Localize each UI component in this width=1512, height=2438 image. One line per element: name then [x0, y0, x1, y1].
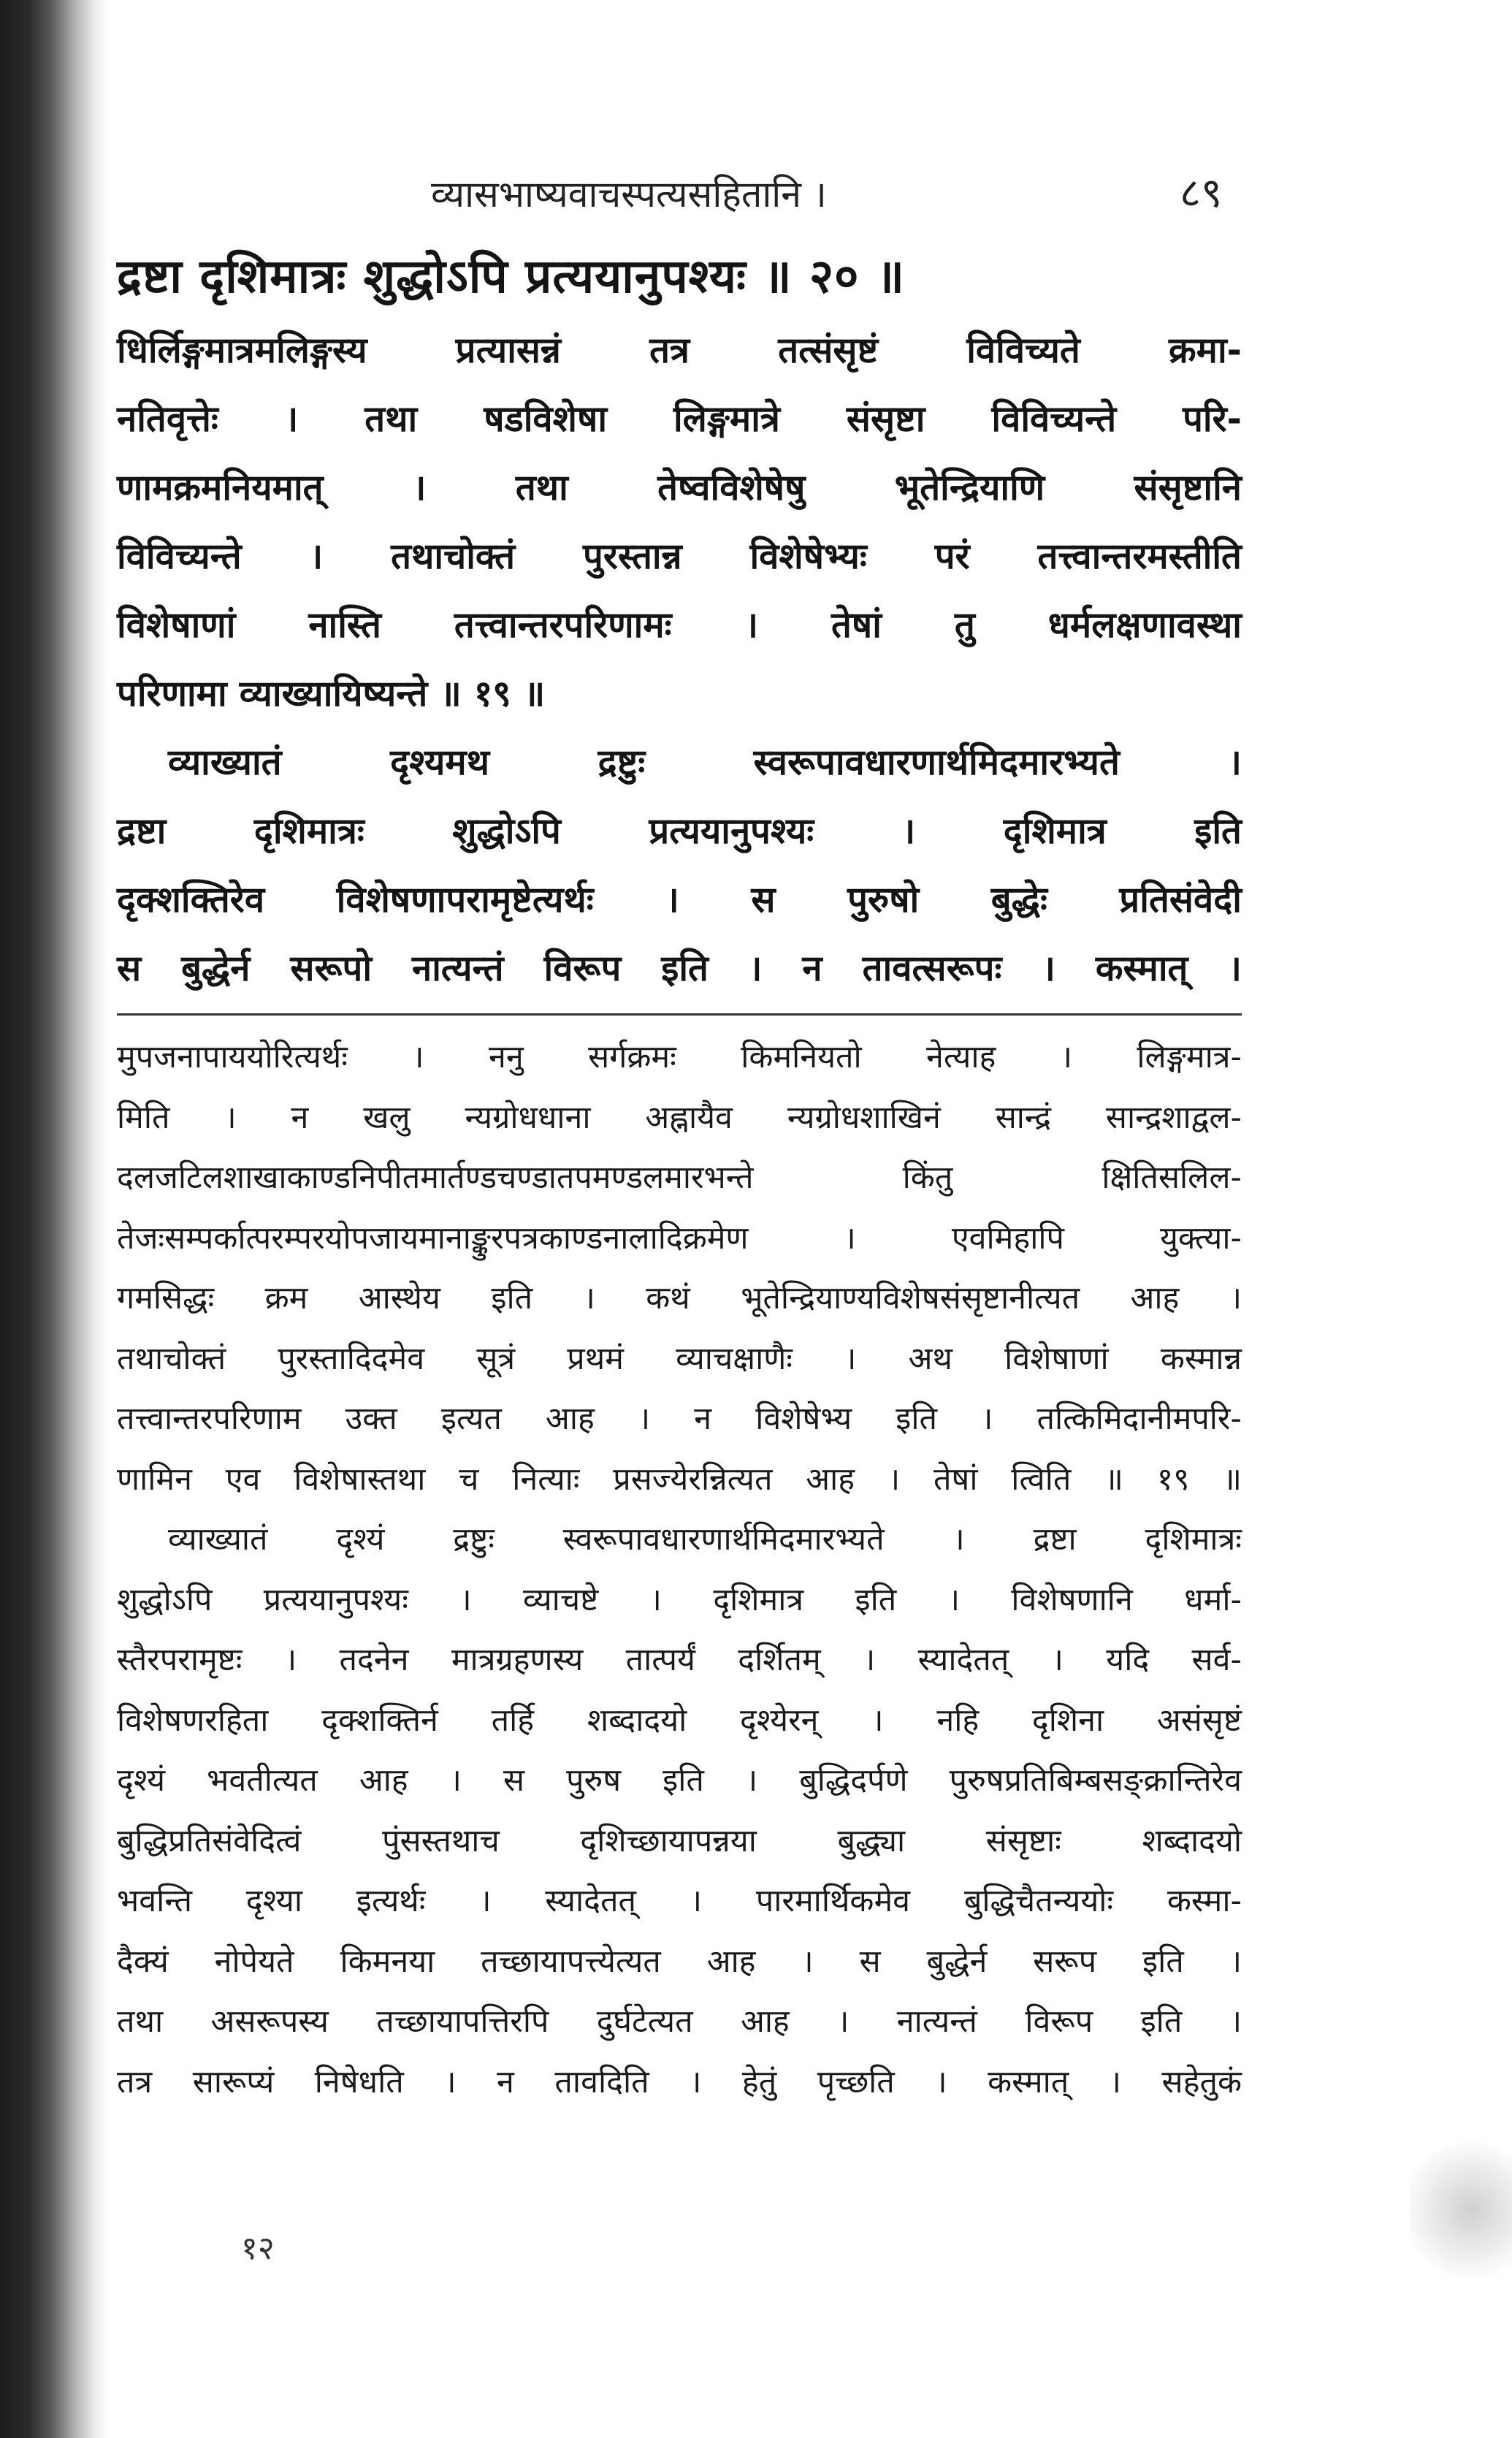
scan-speckle: [1410, 2119, 1512, 2301]
tika-line: दृश्यं भवतीत्यत आह । स पुरुष इति । बुद्धिदर्पणे पुरुषप्रतिबिम्बसङ्क्रान्तिरेव: [117, 1762, 1242, 1799]
bhashya-line: णामक्रमनियमात् । तथा तेष्वविशेषेषु भूतेन्द्रियाणि संसृष्टानि: [117, 467, 1242, 508]
tika-line: दैक्यं नोपेयते किमनया तच्छायापत्त्येत्यत आह । स बुद्धेर्न सरूप इति ।: [117, 1943, 1242, 1980]
tika-commentary: [117, 1027, 1242, 2112]
tika-line: तत्र सारूप्यं निषेधति । न तावदिति । हेतुं पृच्छति । कस्मात् । सहेतुकं: [117, 2063, 1242, 2100]
bhashya-line: व्याख्यातं दृश्यमथ द्रष्टुः स्वरूपावधारणार्थमिदमारभ्यते ।: [168, 742, 1242, 783]
tika-line: गमसिद्धः क्रम आस्थेय इति । कथं भूतेन्द्रियाण्यविशेषसंसृष्टानीत्यत आह ।: [117, 1280, 1242, 1317]
running-title: व्यासभाष्यवाचस्पत्यसहितानि ।: [431, 173, 827, 216]
section-divider: [117, 1013, 1242, 1016]
tika-line: तथा असरूपस्य तच्छायापत्तिरपि दुर्घटेत्यत आह । नात्यन्तं विरूप इति ।: [117, 2003, 1242, 2040]
tika-line: णामिन एव विशेषास्तथा च नित्याः प्रसज्येरन्नित्यत आह । तेषां त्विति ॥ १९ ॥: [117, 1460, 1242, 1498]
tika-line: मिति । न खलु न्यग्रोधधाना अह्नायैव न्यग्रोधशाखिनं सान्द्रं सान्द्रशाद्वल-: [117, 1099, 1242, 1136]
tika-line: बुद्धिप्रतिसंवेदित्वं पुंसस्तथाच दृशिच्छायापन्नया बुद्ध्या संसृष्टाः शब्दादयो: [117, 1822, 1242, 1859]
bhashya-line: स बुद्धेर्न सरूपो नात्यन्तं विरूप इति । न तावत्सरूपः । कस्मात् ।: [117, 948, 1242, 989]
bhashya-line: परिणामा व्याख्यायिष्यन्ते ॥ १९ ॥: [117, 673, 546, 715]
bhashya-line: द्रष्टा दृशिमात्रः शुद्धोऽपि प्रत्ययानुपश्यः । दृशिमात्र इति: [117, 810, 1242, 852]
bhashya-line: विविच्यन्ते । तथाचोक्तं पुरस्तान्न विशेषेभ्यः परं तत्त्वान्तरमस्तीति: [117, 536, 1242, 577]
binding-shadow: [0, 0, 110, 2438]
tika-line: शुद्धोऽपि प्रत्ययानुपश्यः । व्याचष्टे । दृशिमात्र इति । विशेषणानि धर्मा-: [117, 1581, 1242, 1618]
bhashya-line: विशेषाणां नास्ति तत्त्वान्तरपरिणामः । तेषां तु धर्मलक्षणावस्था: [117, 604, 1242, 646]
tika-line: तथाचोक्तं पुरस्तादिदमेव सूत्रं प्रथमं व्याचक्षाणैः । अथ विशेषाणां कस्मान्न: [117, 1340, 1242, 1377]
signature-mark: १२: [241, 2230, 275, 2267]
tika-line: तत्त्वान्तरपरिणाम उक्त इत्यत आह । न विशेषेभ्य इति । तत्किमिदानीमपरि-: [117, 1401, 1242, 1437]
tika-line: स्तैरपरामृष्टः । तदनेन मात्रग्रहणस्य तात्पर्यं दर्शितम् । स्यादेतत् । यदि सर्व-: [117, 1642, 1242, 1678]
tika-line: तेजःसम्पर्कात्परम्परयोपजायमानाङ्कुरपत्रकाण्डनालादिक्रमेण । एवमिहापि युक्त्या-: [117, 1219, 1242, 1257]
page-header: [117, 153, 1242, 219]
page-number: ८९: [1180, 169, 1223, 217]
sutra-heading: द्रष्टा दृशिमात्रः शुद्धोऽपि प्रत्ययानुपश्यः ॥ २० ॥: [117, 250, 905, 304]
tika-line: भवन्ति दृश्या इत्यर्थः । स्यादेतत् । पारमार्थिकमेव बुद्धिचैतन्ययोः कस्मा-: [117, 1883, 1242, 1919]
tika-line: दलजटिलशाखाकाण्डनिपीतमार्तण्डचण्डातपमण्डलमारभन्ते किंतु क्षितिसलिल-: [117, 1159, 1242, 1196]
bhashya-line: धिर्लिङ्गमात्रमलिङ्गस्य प्रत्यासन्नं तत्र तत्संसृष्टं विविच्यते क्रमा-: [117, 329, 1242, 371]
tika-line: मुपजनापाययोरित्यर्थः । ननु सर्गक्रमः किमनियतो नेत्याह । लिङ्गमात्र-: [117, 1039, 1242, 1075]
bhashya-line: नतिवृत्तेः । तथा षडविशेषा लिङ्गमात्रे संसृष्टा विविच्यन्ते परि-: [117, 398, 1242, 440]
book-page: [117, 153, 1242, 2112]
bhashya-line: दृक्शक्तिरेव विशेषणापरामृष्टेत्यर्थः । स पुरुषो बुद्धेः प्रतिसंवेदी: [117, 879, 1242, 921]
tika-line: व्याख्यातं दृश्यं द्रष्टुः स्वरूपावधारणार्थमिदमारभ्यते । द्रष्टा दृशिमात्रः: [168, 1521, 1242, 1558]
bhashya-commentary: [117, 316, 1242, 1003]
tika-line: विशेषणरहिता दृक्शक्तिर्न तर्हि शब्दादयो दृश्येरन् । नहि दृशिना असंसृष्टं: [117, 1702, 1242, 1739]
